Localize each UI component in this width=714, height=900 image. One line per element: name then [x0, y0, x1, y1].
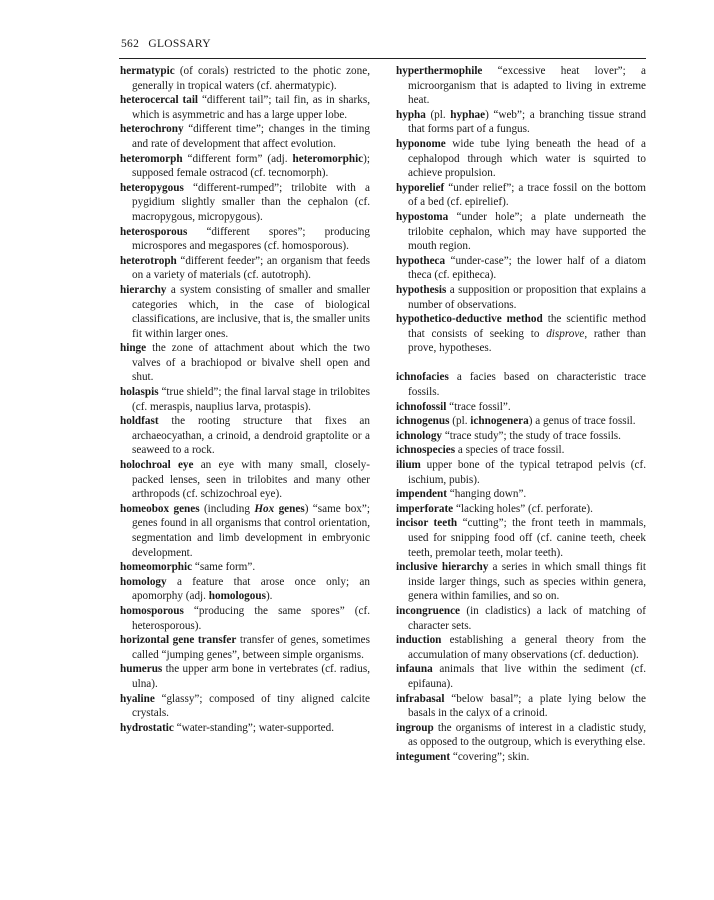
glossary-definition: “water-standing”; water-supported.: [173, 721, 335, 734]
glossary-term: hyphae: [450, 108, 486, 121]
glossary-term: hyponome: [396, 137, 446, 150]
page-header: [121, 38, 644, 50]
glossary-entry: [120, 225, 370, 254]
glossary-definition: “trace fossil”.: [446, 400, 511, 413]
glossary-definition: “different spores”; producing microspores and megaspores (cf. homosporous).: [132, 225, 370, 253]
glossary-entry: [396, 516, 646, 560]
glossary-entry: [396, 137, 646, 181]
glossary-term: infrabasal: [396, 692, 445, 705]
glossary-entry: [396, 502, 646, 517]
glossary-entry: [120, 254, 370, 283]
glossary-entry: [396, 443, 646, 458]
glossary-definition: “under hole”; a plate underneath the trilobite cephalon, which may have supported the mouth region.: [408, 210, 646, 253]
glossary-entry: [396, 254, 646, 283]
glossary-term: homeomorphic: [120, 561, 193, 574]
glossary-term: inclusive hierarchy: [396, 561, 489, 574]
glossary-definition: “below basal”; a plate lying below the basals in the calyx of a crinoid.: [408, 692, 646, 720]
glossary-term: genes: [274, 502, 305, 515]
glossary-term: homeobox genes: [120, 502, 200, 515]
glossary-term: hyporelief: [396, 181, 445, 194]
glossary-definition: ) “web”; a branching tissue strand that forms part of a fungus.: [408, 108, 646, 136]
glossary-entry: [120, 152, 370, 181]
glossary-definition: , rather than prove, hypotheses.: [408, 327, 646, 355]
glossary-definition: a feature that arose once only; an apomorphy (adj.: [132, 575, 370, 603]
glossary-definition: the organisms of interest in a cladistic study, as opposed to the outgroup, which is everything else.: [408, 721, 646, 749]
glossary-term: integument: [396, 750, 451, 763]
glossary-definition: a supposition or proposition that explains a number of observations.: [408, 283, 646, 311]
glossary-term: horizontal gene transfer: [120, 634, 237, 647]
glossary-definition: the rooting structure that fixes an archaeocyathan, a crinoid, a dendroid graptolite or a seaweed to a rock.: [132, 415, 370, 457]
glossary-definition: wide tube lying beneath the head of a cephalopod through which water is squirted to achieve propulsion.: [408, 137, 646, 180]
glossary-term: hermatypic: [120, 65, 175, 77]
glossary-term: ilium: [396, 459, 421, 472]
glossary-column-left: [120, 64, 370, 735]
glossary-entry: [396, 414, 646, 429]
page-number: 562: [121, 38, 140, 50]
glossary-definition: (of corals) restricted to the photic zone, generally in tropical waters (cf. ahermatypic).: [132, 65, 370, 92]
glossary-term: heteropygous: [120, 181, 184, 194]
glossary-entry: [396, 312, 646, 356]
glossary-definition: “different-rumped”; trilobite with a pygidium slightly smaller than the cephalon (cf. macropygous, micropygous).: [132, 181, 370, 223]
glossary-term: ichnogenus: [396, 415, 450, 428]
glossary-definition: “hanging down”.: [446, 488, 527, 501]
glossary-term: holochroal eye: [120, 459, 194, 472]
glossary-term: homologous: [208, 590, 266, 603]
glossary-term: Hox: [254, 502, 275, 515]
glossary-column-right: [396, 64, 646, 765]
glossary-term: heteromorph: [120, 152, 183, 165]
glossary-term: homology: [120, 575, 167, 588]
glossary-term: heterochrony: [120, 123, 184, 136]
glossary-entry: [396, 604, 646, 633]
glossary-term: holdfast: [120, 415, 159, 428]
glossary-term: hierarchy: [120, 283, 167, 296]
glossary-definition: the upper arm bone in vertebrates (cf. radius, ulna).: [132, 663, 370, 690]
glossary-term: ichnofacies: [396, 371, 449, 384]
glossary-definition: “different time”; changes in the timing and rate of development that affect evolution.: [132, 123, 370, 150]
glossary-term: hypha: [396, 108, 426, 121]
glossary-term: incongruence: [396, 604, 461, 617]
glossary-entry: [396, 750, 646, 765]
glossary-term: heterosporous: [120, 225, 188, 238]
glossary-entry: [120, 341, 370, 385]
glossary-term: heterocercal tail: [120, 94, 199, 107]
glossary-definition: “lacking holes” (cf. perforate).: [453, 502, 593, 515]
glossary-entry: [120, 458, 370, 502]
glossary-term: hypotheca: [396, 254, 446, 267]
glossary-definition: a series in which small things fit inside larger things, such as species within genera, genera within families, and so on.: [408, 561, 647, 603]
glossary-definition: “different tail”; tail fin, as in sharks, which is asymmetric and has a large upper lobe.: [132, 94, 370, 121]
glossary-term: infauna: [396, 663, 433, 676]
glossary-entry: [120, 560, 370, 575]
glossary-entry: [120, 122, 370, 151]
glossary-definition: “producing the same spores” (cf. heterosporous).: [132, 604, 370, 632]
glossary-definition: “under relief”; a trace fossil on the bottom of a bed (cf. epirelief).: [408, 181, 646, 209]
glossary-entry: [396, 721, 646, 750]
glossary-definition: “excessive heat lover”; a microorganism that is adapted to living in extreme heat.: [408, 65, 646, 107]
glossary-entry: [120, 93, 370, 122]
glossary-definition: “true shield”; the final larval stage in trilobites (cf. meraspis, nauplius larva, protaspis).: [132, 386, 370, 413]
glossary-entry: [120, 283, 370, 341]
glossary-entry: [120, 604, 370, 633]
glossary-definition: animals that live within the sediment (cf. epifauna).: [408, 663, 646, 690]
glossary-entry: [396, 662, 646, 691]
glossary-definition: ).: [265, 590, 273, 603]
glossary-term: heteromorphic: [292, 152, 364, 165]
glossary-term: hinge: [120, 342, 147, 355]
glossary-definition: establishing a general theory from the accumulation of many observations (cf. deduction).: [408, 634, 646, 661]
glossary-entry: [396, 181, 646, 210]
glossary-entry: [396, 108, 646, 137]
glossary-entry: [396, 487, 646, 502]
glossary-definition: the zone of attachment about which the two valves of a brachiopod or bivalve shell open and shut.: [132, 342, 370, 384]
glossary-term: hyperthermophile: [396, 65, 483, 77]
section-title: GLOSSARY: [148, 38, 211, 50]
glossary-entry: [396, 370, 646, 399]
glossary-entry: [120, 385, 370, 414]
glossary-definition: a system consisting of smaller and smaller categories which, in the case of biological classifications, are inclusive, that is, the smaller units fit within larger ones.: [132, 283, 370, 340]
glossary-entry: [396, 283, 646, 312]
glossary-definition: ) “same box”; genes found in all organisms that control orientation, segmentation and limb development in embryonic development.: [132, 502, 370, 559]
glossary-entry: [396, 458, 646, 487]
glossary-definition: “covering”; skin.: [450, 750, 530, 763]
glossary-entry: [396, 210, 646, 254]
glossary-definition: (including: [199, 502, 255, 515]
glossary-definition: “trace study”; the study of trace fossils.: [442, 429, 621, 442]
glossary-term: holaspis: [120, 386, 159, 399]
glossary-entry: [396, 692, 646, 721]
glossary-definition: ) a genus of trace fossil.: [528, 415, 636, 428]
glossary-definition: “different form” (adj.: [182, 152, 293, 165]
glossary-entry: [396, 633, 646, 662]
glossary-definition: an eye with many small, closely-packed lenses, seen in trilobites and many other arthropods (cf. schizochroal eye).: [132, 459, 370, 501]
glossary-definition: “same form”.: [192, 561, 256, 574]
glossary-definition: ); supposed female ostracod (cf. tecnomorph).: [132, 152, 370, 180]
glossary-term: incisor teeth: [396, 517, 458, 530]
glossary-entry: [120, 633, 370, 662]
glossary-entry: [120, 64, 370, 93]
glossary-definition: disprove: [546, 327, 585, 340]
glossary-term: ichnospecies: [396, 444, 456, 457]
glossary-term: humerus: [120, 663, 163, 676]
glossary-term: impendent: [396, 488, 447, 501]
glossary-entry: [396, 400, 646, 415]
glossary-definition: “under-case”; the lower half of a diatom theca (cf. epitheca).: [408, 254, 646, 282]
glossary-entry: [120, 662, 370, 691]
glossary-entry: [396, 429, 646, 444]
glossary-entry: [120, 414, 370, 458]
glossary-definition: a species of trace fossil.: [455, 444, 565, 457]
glossary-entry: [396, 64, 646, 108]
glossary-term: imperforate: [396, 502, 454, 515]
glossary-term: hypothesis: [396, 283, 447, 296]
glossary-entry: [396, 560, 646, 604]
glossary-entry: [120, 502, 370, 560]
glossary-term: ichnofossil: [396, 400, 447, 413]
glossary-definition: (pl.: [449, 415, 471, 428]
glossary-entry: [120, 575, 370, 604]
glossary-definition: (pl.: [425, 108, 451, 121]
glossary-term: heterotroph: [120, 254, 177, 267]
glossary-definition: transfer of genes, sometimes called “jumping genes”, between simple organisms.: [132, 634, 370, 661]
glossary-term: hypostoma: [396, 210, 449, 223]
glossary-entry: [120, 721, 370, 736]
glossary-definition: “glassy”; composed of tiny aligned calcite crystals.: [132, 692, 370, 720]
glossary-term: hydrostatic: [120, 721, 174, 734]
glossary-definition: a facies based on characteristic trace fossils.: [408, 371, 646, 399]
glossary-entry: [120, 181, 370, 225]
glossary-term: ichnogenera: [470, 415, 529, 428]
glossary-term: hyaline: [120, 692, 155, 705]
glossary-term: hypothetico-deductive method: [396, 313, 543, 326]
glossary-definition: the scientific method that consists of seeking to: [408, 313, 646, 340]
glossary-term: homosporous: [120, 604, 184, 617]
glossary-definition: “different feeder”; an organism that feeds on a variety of materials (cf. autotroph).: [132, 254, 370, 282]
glossary-term: induction: [396, 634, 442, 647]
glossary-term: ichnology: [396, 429, 443, 442]
glossary-definition: upper bone of the typical tetrapod pelvis (cf. ischium, pubis).: [408, 459, 646, 486]
glossary-term: ingroup: [396, 721, 434, 734]
header-rule: [119, 58, 646, 59]
glossary-entry: [120, 692, 370, 721]
glossary-definition: (in cladistics) a lack of matching of character sets.: [408, 604, 646, 632]
glossary-definition: “cutting”; the front teeth in mammals, used for snipping food off (cf. canine teeth, cheek teeth, premolar teeth, molar teeth).: [408, 517, 646, 559]
